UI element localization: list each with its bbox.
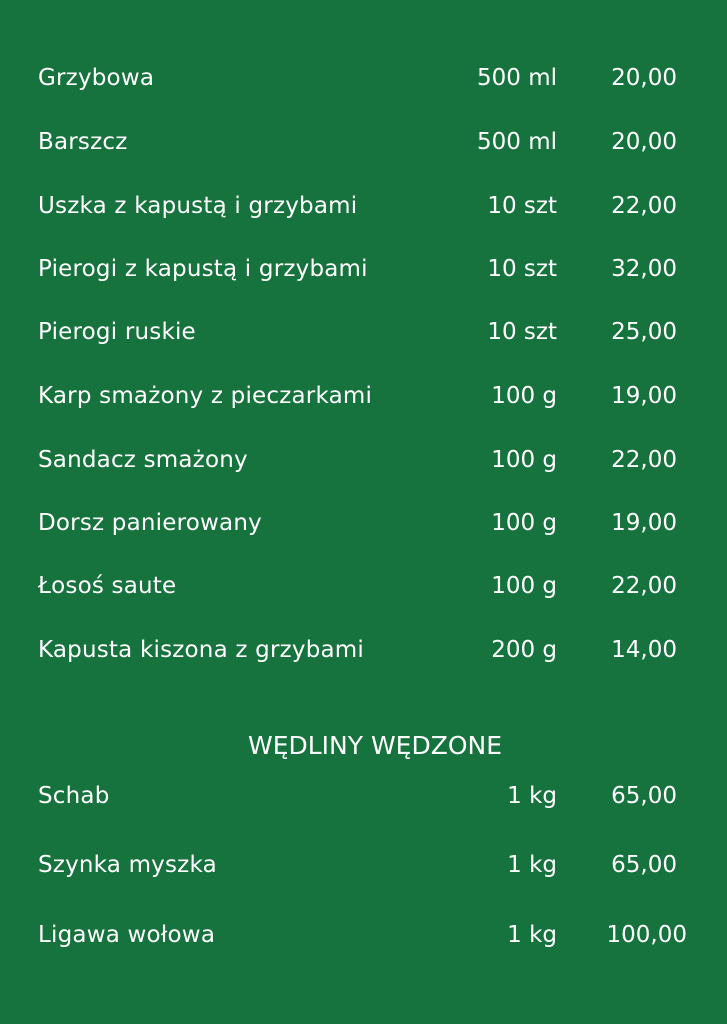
- item-name: Ligawa wołowa: [38, 922, 216, 948]
- item-price: 65,00: [611, 852, 677, 878]
- item-quantity: 500 ml: [476, 129, 557, 155]
- menu-item: [0, 848, 727, 882]
- item-quantity: 10 szt: [487, 193, 557, 219]
- menu-item: [0, 633, 727, 667]
- item-name: Schab: [38, 783, 110, 809]
- menu-item: [0, 189, 727, 223]
- item-quantity: 100 g: [491, 573, 557, 599]
- item-price: 19,00: [611, 510, 677, 536]
- item-price: 25,00: [611, 319, 677, 345]
- item-price: 22,00: [611, 447, 677, 473]
- item-quantity: 10 szt: [487, 319, 557, 345]
- item-name: Szynka myszka: [38, 852, 217, 878]
- item-quantity: 100 g: [491, 447, 557, 473]
- item-price: 32,00: [611, 256, 677, 282]
- item-name: Grzybowa: [38, 65, 155, 91]
- item-name: Łosoś saute: [38, 573, 177, 599]
- item-quantity: 1 kg: [507, 922, 557, 948]
- item-price: 20,00: [611, 129, 677, 155]
- menu-item: [0, 379, 727, 413]
- item-quantity: 1 kg: [507, 783, 557, 809]
- menu-item: [0, 918, 727, 952]
- item-price: 65,00: [611, 783, 677, 809]
- item-name: Pierogi ruskie: [38, 319, 196, 345]
- item-name: Karp smażony z pieczarkami: [38, 383, 373, 409]
- item-name: Kapusta kiszona z grzybami: [38, 637, 364, 663]
- item-quantity: 200 g: [491, 637, 557, 663]
- item-quantity: 100 g: [491, 510, 557, 536]
- item-name: Dorsz panierowany: [38, 510, 262, 536]
- menu-item: [0, 315, 727, 349]
- item-quantity: 1 kg: [507, 852, 557, 878]
- item-price: 20,00: [611, 65, 677, 91]
- item-quantity: 10 szt: [487, 256, 557, 282]
- menu-item: [0, 125, 727, 159]
- item-price: 22,00: [611, 573, 677, 599]
- item-name: Sandacz smażony: [38, 447, 248, 473]
- menu-item: [0, 779, 727, 813]
- item-price: 19,00: [611, 383, 677, 409]
- item-price: 100,00: [606, 922, 687, 948]
- item-price: 14,00: [611, 637, 677, 663]
- menu-item: [0, 569, 727, 603]
- menu-item: [0, 252, 727, 286]
- item-name: Uszka z kapustą i grzybami: [38, 193, 358, 219]
- item-name: Barszcz: [38, 129, 128, 155]
- item-quantity: 100 g: [491, 383, 557, 409]
- item-price: 22,00: [611, 193, 677, 219]
- menu-item: [0, 443, 727, 477]
- section-heading: WĘDLINY WĘDZONE: [247, 731, 503, 760]
- item-quantity: 500 ml: [476, 65, 557, 91]
- menu-item: [0, 506, 727, 540]
- item-name: Pierogi z kapustą i grzybami: [38, 256, 368, 282]
- menu-item: [0, 61, 727, 95]
